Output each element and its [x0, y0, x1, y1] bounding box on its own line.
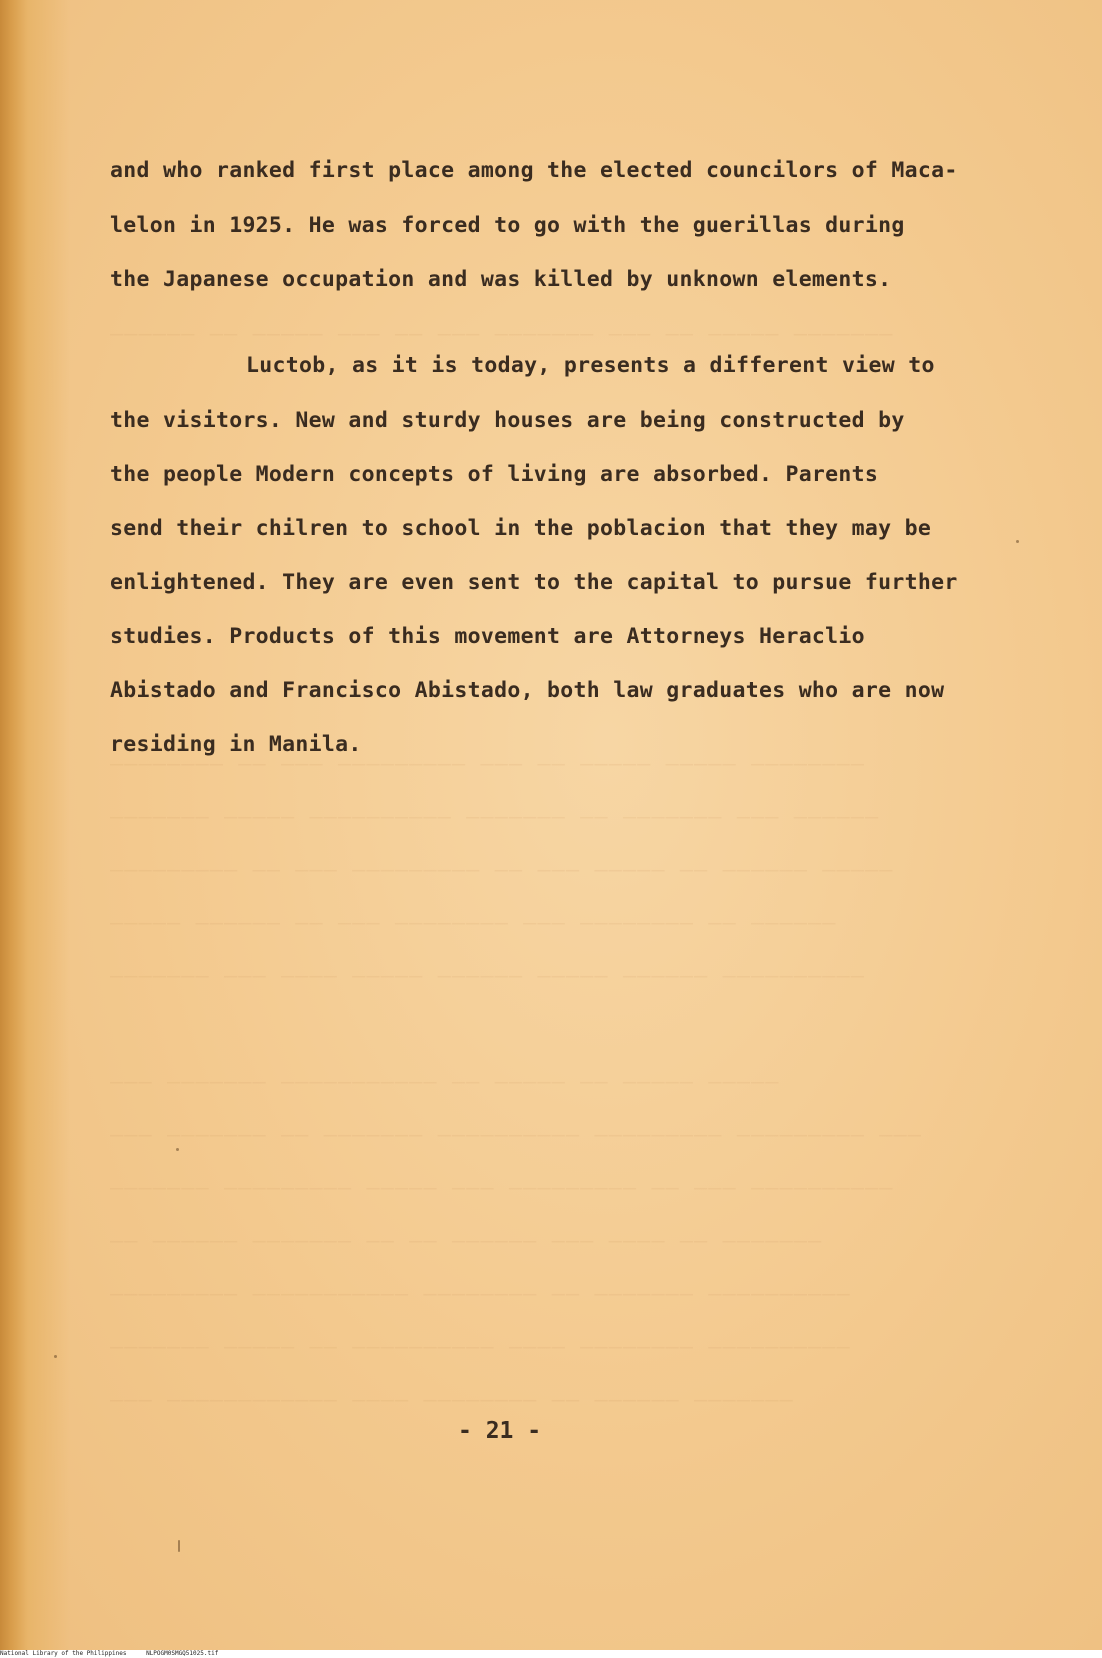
- scan-footer: [0, 1650, 234, 1658]
- paragraph-2-line-3: the people Modern concepts of living are absorbed. Parents: [110, 462, 879, 487]
- paragraph-1-line-2: lelon in 1925. He was forced to go with the guerillas during: [110, 213, 905, 238]
- paragraph-1-line-1: and who ranked first place among the elected councilors of Maca-: [110, 158, 958, 183]
- paper-speck: [54, 1355, 57, 1358]
- paper-speck: [178, 1540, 180, 1552]
- bleed-through-line: ――――――― ――― ―――― ――――― ―――――― ――――― ―――――― ――――――――――: [110, 964, 865, 989]
- bleed-through-line: ――――――― ――――― ―― ―――――――――― ―――― ―――――――― ――――――――――: [110, 1335, 851, 1360]
- paragraph-2-line-4: send their chilren to school in the poblacion that they may be: [110, 516, 932, 541]
- paragraph-2-line-5: enlightened. They are even sent to the capital to pursue further: [110, 570, 958, 595]
- bleed-through-line: ―― ―――――― ――――――― ―― ―― ―――――― ――― ―――― ―― ―――――――: [110, 1229, 823, 1254]
- footer-library: National Library of the Philippines: [0, 1650, 127, 1657]
- paragraph-2-line-1: Luctob, as it is today, presents a different view to: [246, 353, 935, 378]
- paragraph-2-line-6: studies. Products of this movement are Attorneys Heraclio: [110, 624, 865, 649]
- paragraph-2-line-8: residing in Manila.: [110, 732, 362, 757]
- paragraph-2-line-7: Abistado and Francisco Abistado, both law graduates who are now: [110, 678, 945, 703]
- bleed-through-line: ――――― ―――――― ―― ――― ―――――――― ――― ―――――――― ―― ――――――: [110, 911, 837, 936]
- bleed-through-line: ―――――― ―― ――――― ――― ―― ――― ――――――― ――― ―― ――――― ―――――――: [110, 322, 894, 347]
- paragraph-2-line-2: the visitors. New and sturdy houses are being constructed by: [110, 408, 905, 433]
- bleed-through-line: ――― ――――――― ―― ――――――― ―――――――――― ――――――――― ――――――――― ―――: [110, 1123, 922, 1148]
- bleed-through-line: ――――――――― ――――――――――― ―――――――― ―― ――――――― ――――――――――: [110, 1282, 851, 1307]
- paper-speck: [1016, 540, 1019, 543]
- bleed-through-line: ――――――――― ―― ――― ――――――――― ―― ――― ――――― ―― ―――――― ―――――: [110, 858, 894, 883]
- bleed-through-line: ――――――― ――――― ―――――――――― ――――――― ―― ――――――― ――― ――――――: [110, 805, 880, 830]
- footer-file-id: NLPOGM0SMGQ51025.tif: [146, 1650, 219, 1657]
- paragraph-1-line-3: the Japanese occupation and was killed by unknown elements.: [110, 267, 892, 292]
- bleed-through-line: ――― ――――――― ――――――――――― ―― ――――― ―― ――――― ―――――: [110, 1070, 780, 1095]
- paper-speck: [176, 1148, 179, 1151]
- bleed-through-line: ――――――― ――――――――― ――――― ――― ――――――――― ―― ――― ――――――――――: [110, 1176, 894, 1201]
- page-number: - 21 -: [458, 1418, 542, 1444]
- bleed-through-line: ――― ―――――――――――― ―――― ―――――――― ―― ―――――― ―――――――: [110, 1388, 794, 1413]
- bleed-through-line: ―――――――― ―― ――― ――――――――― ――― ―― ――――― ――――― ――――――――: [110, 752, 865, 777]
